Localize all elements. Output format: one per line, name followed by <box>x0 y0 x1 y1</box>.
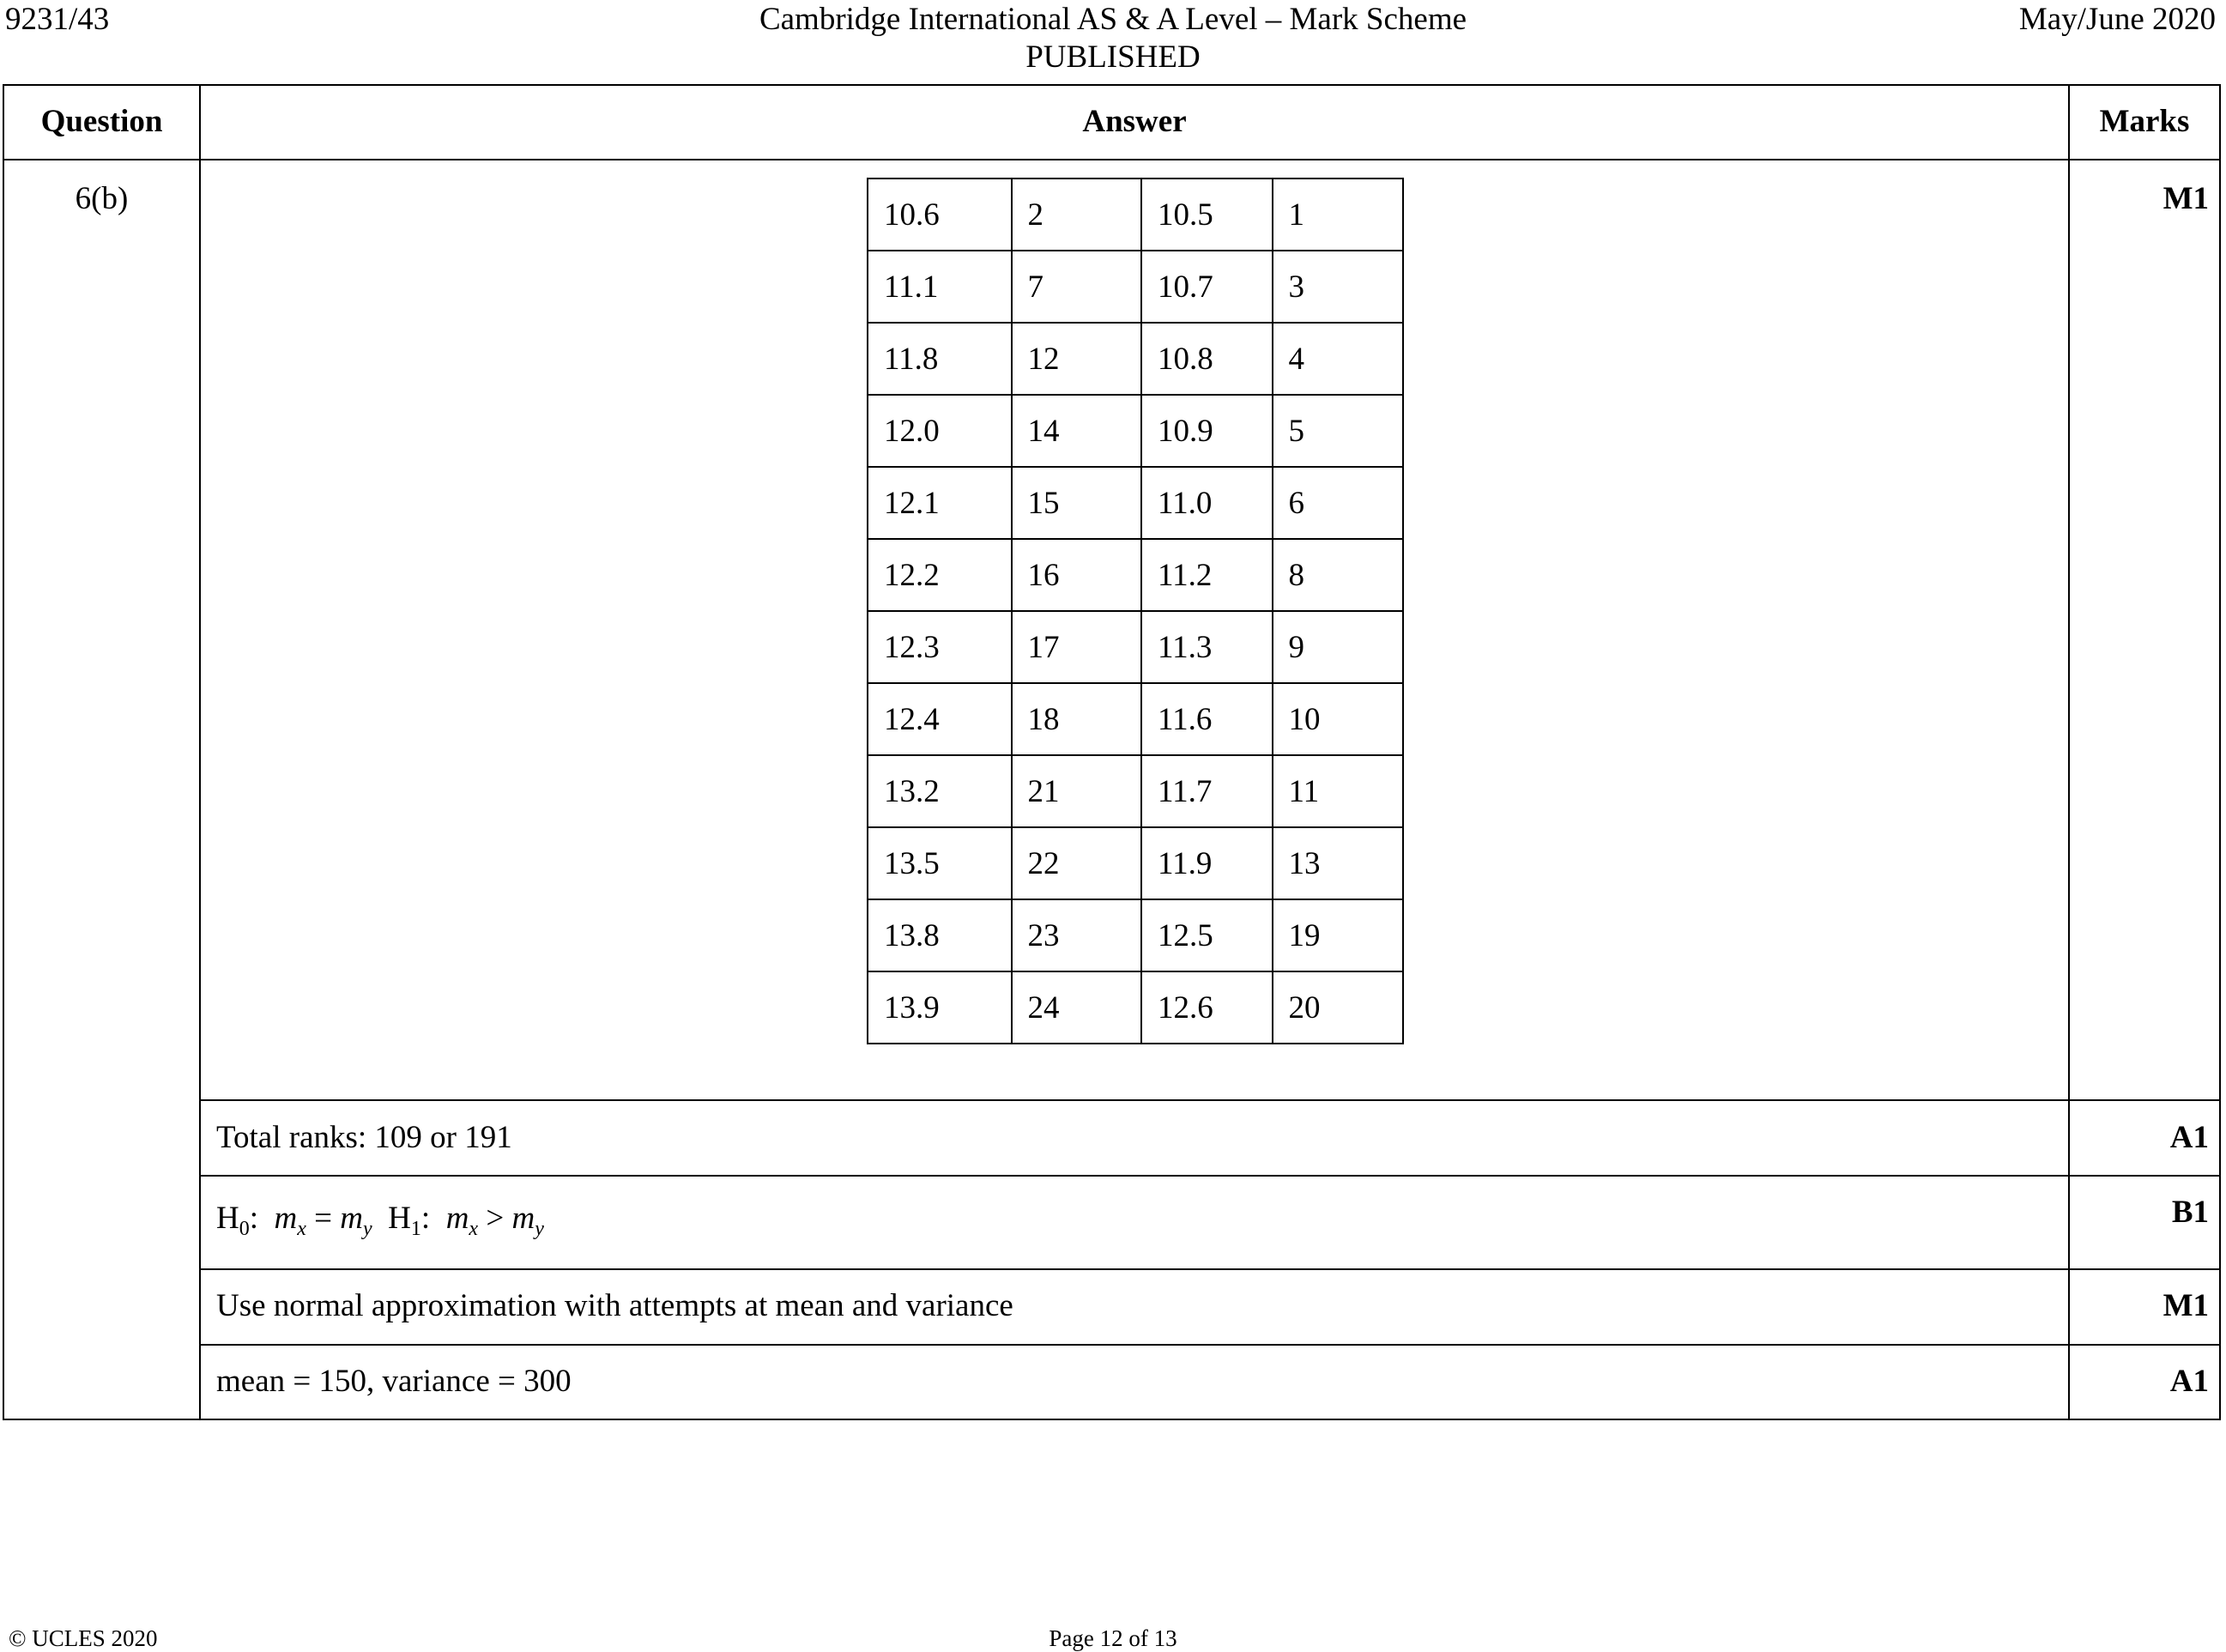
question-answer-divider <box>199 84 201 1420</box>
rank-table-cell: 13.9 <box>868 971 1012 1044</box>
rank-table-cell: 11 <box>1273 755 1403 827</box>
page-number: Page 12 of 13 <box>1049 1625 1177 1651</box>
rank-table-cell: 12 <box>1012 323 1141 395</box>
rank-table-cell: 2 <box>1012 179 1141 251</box>
answer-normal-approximation: Use normal approximation with attempts at mean and variance <box>216 1288 1013 1323</box>
rank-table-cell: 16 <box>1012 539 1141 611</box>
question-number: 6(b) <box>75 181 129 216</box>
mark-normal-approximation: M1 <box>2162 1288 2209 1323</box>
paper-code: 9231/43 <box>5 2 110 37</box>
rank-table-cell: 12.2 <box>868 539 1012 611</box>
rank-table-row <box>868 683 1403 755</box>
rank-table-cell: 12.0 <box>868 395 1012 467</box>
rank-table-cell: 14 <box>1012 395 1141 467</box>
rank-table-cell: 10.7 <box>1141 251 1273 323</box>
rank-table <box>867 178 1404 1044</box>
rank-table-row <box>868 395 1403 467</box>
rank-table-row <box>868 539 1403 611</box>
rank-table-cell: 24 <box>1012 971 1141 1044</box>
table-top-border <box>3 84 2221 86</box>
rank-table-cell: 3 <box>1273 251 1403 323</box>
rank-table-cell: 7 <box>1012 251 1141 323</box>
mark-rank-table: M1 <box>2162 181 2209 216</box>
rank-table-row <box>868 755 1403 827</box>
rank-table-cell: 15 <box>1012 467 1141 539</box>
rank-table-cell: 12.3 <box>868 611 1012 683</box>
exam-session: May/June 2020 <box>2018 2 2216 37</box>
rank-table-cell: 12.6 <box>1141 971 1273 1044</box>
rank-table-cell: 10 <box>1273 683 1403 755</box>
rank-table-cell: 10.8 <box>1141 323 1273 395</box>
published-line: PUBLISHED <box>1025 39 1201 75</box>
rank-table-cell: 13 <box>1273 827 1403 899</box>
rank-table-cell: 12.4 <box>868 683 1012 755</box>
rank-table-cell: 13.5 <box>868 827 1012 899</box>
rank-table-cell: 17 <box>1012 611 1141 683</box>
rank-table-cell: 5 <box>1273 395 1403 467</box>
row-divider <box>199 1099 2221 1101</box>
rank-table-cell: 13.8 <box>868 899 1012 971</box>
rank-table-cell: 10.6 <box>868 179 1012 251</box>
column-header-marks: Marks <box>2099 104 2190 139</box>
rank-table-row <box>868 827 1403 899</box>
answer-total-ranks: Total ranks: 109 or 191 <box>216 1120 512 1155</box>
rank-table-cell: 12.5 <box>1141 899 1273 971</box>
rank-table-row <box>868 179 1403 251</box>
rank-table-row <box>868 971 1403 1044</box>
header-bottom-border <box>3 159 2221 160</box>
rank-table-cell: 19 <box>1273 899 1403 971</box>
rank-table-cell: 11.3 <box>1141 611 1273 683</box>
mark-total-ranks: A1 <box>2169 1120 2209 1155</box>
mark-hypotheses: B1 <box>2171 1195 2209 1230</box>
copyright: © UCLES 2020 <box>9 1625 158 1651</box>
rank-table-row <box>868 611 1403 683</box>
row-divider <box>199 1268 2221 1270</box>
rank-table-cell: 11.6 <box>1141 683 1273 755</box>
row-divider <box>199 1344 2221 1346</box>
rank-table-cell: 6 <box>1273 467 1403 539</box>
rank-table-cell: 10.9 <box>1141 395 1273 467</box>
rank-table-cell: 11.2 <box>1141 539 1273 611</box>
rank-table-cell: 12.1 <box>868 467 1012 539</box>
answer-hypotheses: $H_0$: $m_x = m_y$ $H_1$: $m_x > m_y$ <box>216 1201 544 1240</box>
answer-mean-variance: mean = 150, variance = 300 <box>216 1364 572 1399</box>
table-left-border <box>3 84 4 1420</box>
rank-table-cell: 9 <box>1273 611 1403 683</box>
rank-table-cell: 8 <box>1273 539 1403 611</box>
rank-table-cell: 20 <box>1273 971 1403 1044</box>
rank-table-cell: 11.1 <box>868 251 1012 323</box>
rank-table-cell: 10.5 <box>1141 179 1273 251</box>
rank-table-cell: 1 <box>1273 179 1403 251</box>
rank-table-cell: 13.2 <box>868 755 1012 827</box>
rank-table-row <box>868 899 1403 971</box>
rank-table-cell: 11.9 <box>1141 827 1273 899</box>
rank-table-row <box>868 323 1403 395</box>
row-divider <box>199 1175 2221 1177</box>
answer-marks-divider <box>2068 84 2070 1420</box>
rank-table-cell: 11.7 <box>1141 755 1273 827</box>
rank-table-cell: 11.0 <box>1141 467 1273 539</box>
table-right-border <box>2219 84 2221 1420</box>
document-title <box>0 1 2226 76</box>
rank-table-cell: 11.8 <box>868 323 1012 395</box>
rank-table-row <box>868 251 1403 323</box>
column-header-question: Question <box>40 104 163 139</box>
table-bottom-border <box>3 1419 2221 1420</box>
rank-table-cell: 18 <box>1012 683 1141 755</box>
mark-mean-variance: A1 <box>2169 1364 2209 1399</box>
rank-table-cell: 22 <box>1012 827 1141 899</box>
column-header-answer: Answer <box>1082 104 1187 139</box>
rank-table-row <box>868 467 1403 539</box>
rank-table-cell: 21 <box>1012 755 1141 827</box>
rank-table-cell: 4 <box>1273 323 1403 395</box>
rank-table-cell: 23 <box>1012 899 1141 971</box>
title-line: Cambridge International AS & A Level – Mark Scheme <box>759 2 1467 37</box>
